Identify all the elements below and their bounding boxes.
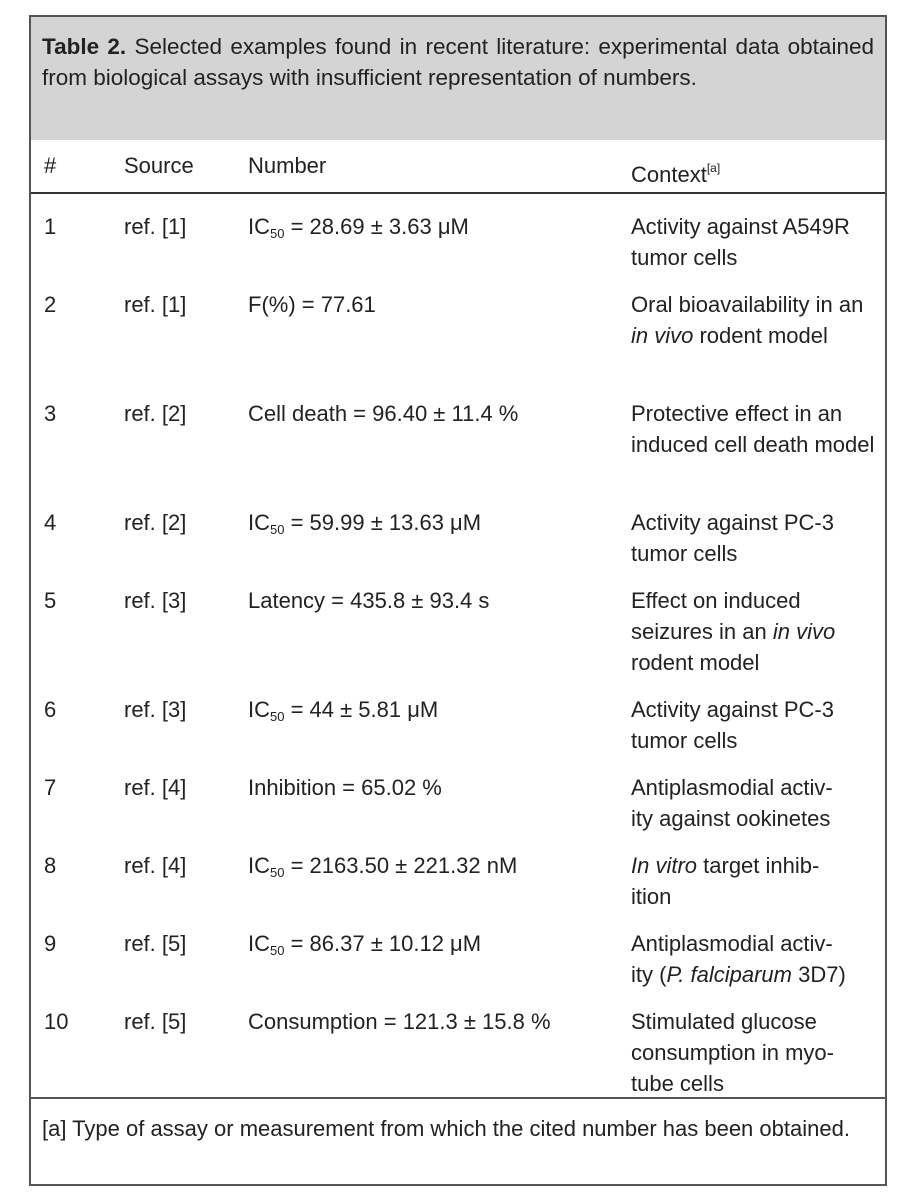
context-header-label: Context (631, 162, 707, 187)
row-source: ref. [1] (124, 214, 187, 239)
column-header-source: Source (124, 153, 194, 178)
row-source: ref. [4] (124, 775, 187, 800)
row-context: Antiplasmodial activ- ity against ookinetes (631, 775, 833, 831)
row-number: 1 (44, 214, 57, 239)
row-value: Inhibition = 65.02 % (248, 775, 442, 800)
row-context: Antiplasmodial activ- ity (P. falciparum 3D7) (631, 931, 846, 987)
row-value: Latency = 435.8 ± 93.4 s (248, 588, 490, 613)
row-source: ref. [4] (124, 853, 187, 878)
row-context: Activity against PC-3 tumor cells (631, 697, 834, 753)
caption-label: Table 2. (42, 34, 127, 59)
row-context: In vitro target inhib- ition (631, 853, 820, 909)
row-number: 5 (44, 588, 57, 613)
row-number: 4 (44, 510, 57, 535)
row-number: 6 (44, 697, 57, 722)
row-value: $IC_{50} = 28.69 \pm 3.63$ μM (248, 214, 469, 241)
row-number: 8 (44, 853, 57, 878)
row-number: 2 (44, 292, 57, 317)
row-context: Effect on induced seizures in an in vivo rodent model (631, 588, 836, 675)
table-header (31, 140, 885, 194)
row-value: $IC_{50} = 44 \pm 5.81$ μM (248, 697, 439, 724)
row-value: Cell death = 96.40 ± 11.4 % (248, 401, 519, 426)
table-caption (31, 17, 885, 140)
row-context: Protective effect in an induced cell death model (631, 401, 875, 457)
row-number: 10 (44, 1009, 69, 1034)
row-value: F(%) = 77.61 (248, 292, 376, 317)
row-context: Stimulated glucose consumption in myo- tube cells (631, 1009, 834, 1096)
table-footnote: [a] Type of assay or measurement from which the cited number has been obtained. (31, 1097, 885, 1184)
row-source: ref. [1] (124, 292, 187, 317)
row-source: ref. [2] (124, 510, 187, 535)
row-context: Oral bioavailability in an in vivo rodent model (631, 292, 864, 348)
row-source: ref. [2] (124, 401, 187, 426)
row-source: ref. [3] (124, 697, 187, 722)
row-value: $IC_{50} = 86.37 \pm 10.12$ μM (248, 931, 482, 958)
row-source: ref. [5] (124, 931, 187, 956)
row-value: $IC_{50} = 2163.50 \pm 221.32$ nM (248, 853, 518, 880)
row-value: $IC_{50} = 59.99 \pm 13.63$ μM (248, 510, 482, 537)
table-body (31, 194, 885, 1104)
column-header-num: # (44, 153, 57, 178)
row-number: 3 (44, 401, 57, 426)
row-source: ref. [3] (124, 588, 187, 613)
column-header-context (631, 153, 881, 190)
row-number: 9 (44, 931, 57, 956)
data-table (29, 15, 887, 1186)
row-source: ref. [5] (124, 1009, 187, 1034)
row-value: Consumption = 121.3 ± 15.8 % (248, 1009, 551, 1034)
column-header-number: Number (248, 153, 327, 178)
row-context: Activity against A549R tumor cells (631, 214, 850, 270)
context-footnote-marker: [a] (706, 161, 721, 175)
row-context: Activity against PC-3 tumor cells (631, 510, 834, 566)
caption-text: Selected examples found in recent literature: experimental data obtained from biological assays with insufficient representation of numbers. (42, 34, 874, 90)
row-number: 7 (44, 775, 57, 800)
